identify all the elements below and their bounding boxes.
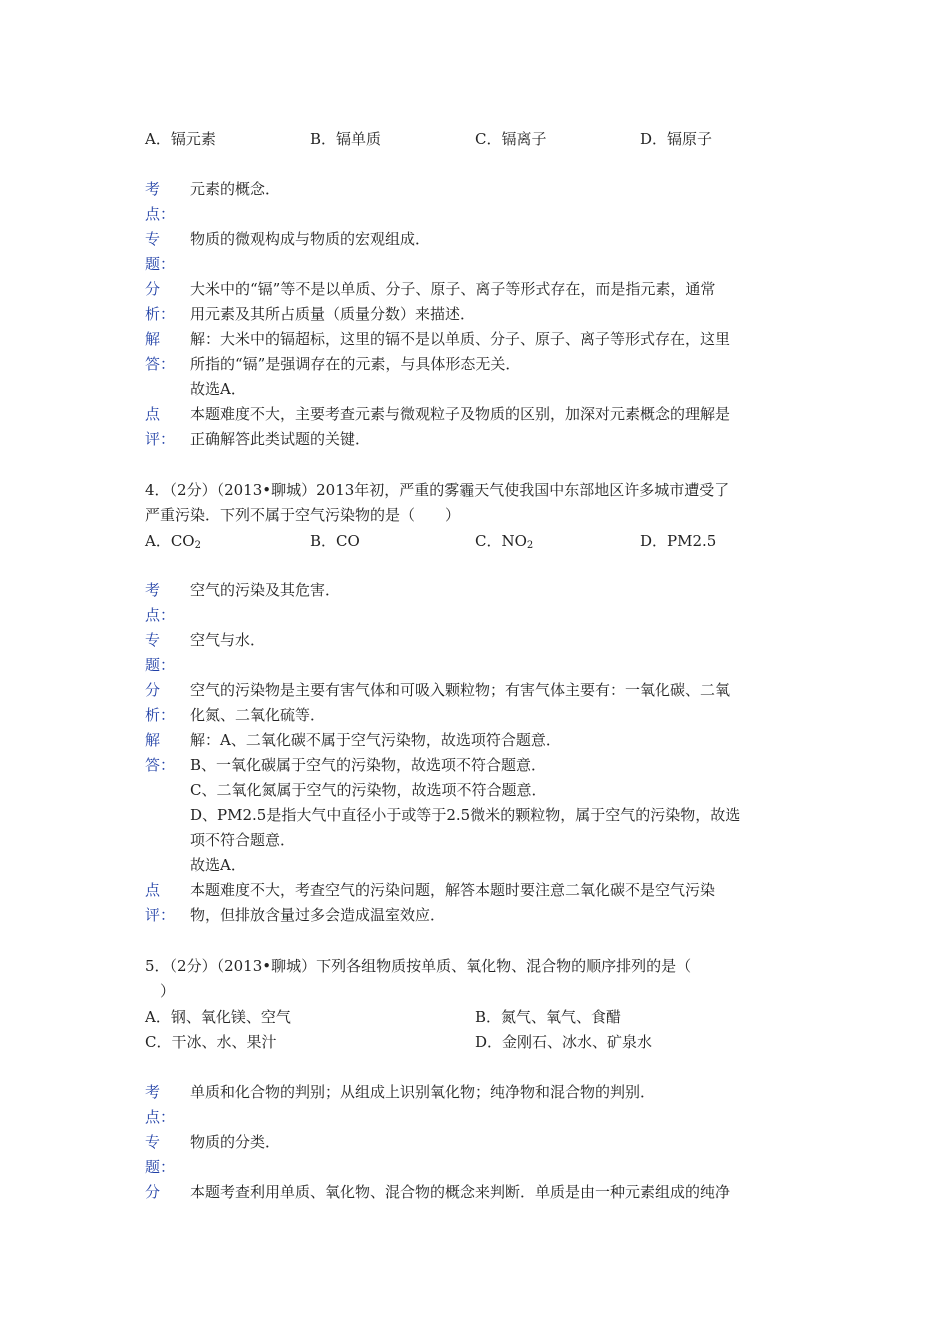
section-label: 点 评： [145,881,176,924]
section-body: 本题考查利用单质、氧化物、混合物的概念来判断．单质是由一种元素组成的纯净 [190,1183,731,1201]
q3-option-b: B．镉单质 [310,130,382,148]
q5-option-b: B．氮气、氧气、食醋 [475,1008,622,1026]
q5-option-a: A．钢、氧化镁、空气 [145,1008,291,1026]
q5-option-c: C．干冰、水、果汁 [145,1033,277,1051]
section-body: 元素的概念． [190,180,281,198]
q3-option-d: D．镉原子 [640,130,713,148]
section-body: 解：大米中的镉超标，这里的镉不是以单质、分子、原子、离子等形式存在，这里 所指的“镉”是强调存在的元素，与具体形态无关． 故选A． [190,330,731,398]
section-label: 考 点： [145,1083,176,1126]
section-label: 解 答： [145,731,176,774]
section-label: 专 题： [145,230,176,273]
q4-option-b: B．CO [310,532,360,550]
section-label: 分 析： [145,280,176,323]
section-body: 单质和化合物的判别；从组成上识别氧化物；纯净物和混合物的判别． [190,1083,656,1101]
section-body: 本题难度不大，考查空气的污染问题，解答本题时要注意二氧化碳不是空气污染 物，但排放含量过多会造成温室效应． [190,881,716,924]
section-label: 考 点： [145,581,176,624]
q3-option-a: A．镉元素 [145,130,216,148]
section-label: 考 点： [145,180,176,223]
section-label: 分 析： [145,681,176,724]
section-body: 空气的污染及其危害． [190,581,341,599]
section-label: 点 评： [145,405,176,448]
section-label: 专 题： [145,1133,176,1176]
section-body: 解：A、二氧化碳不属于空气污染物，故选项符合题意． B、一氧化碳属于空气的污染物，故选项不符合题意． C、二氧化氮属于空气的污染物，故选项不符合题意． D、PM2.5是指大气中直径小于或等于2.5微米的颗粒物，属于空气的污染物，故选 项不符合题意． 故选A． [190,731,741,874]
section-body: 物质的分类． [190,1133,281,1151]
section-body: 本题难度不大，主要考查元素与微观粒子及物质的区别，加深对元素概念的理解是 正确解答此类试题的关键． [190,405,731,448]
section-label: 解 答： [145,330,176,373]
section-body: 空气与水． [190,631,266,649]
section-label: 分 [145,1183,161,1201]
q4-option-a: A．$CO_2$ [145,532,201,551]
q4-stem: 4．（2分）（2013•聊城）2013年初，严重的雾霾天气使我国中东部地区许多城市遭受了 严重污染．下列不属于空气污染物的是（ ） [145,481,730,524]
q3-option-c: C．镉离子 [475,130,547,148]
q4-option-c: C．$NO_2$ [475,532,534,551]
q5-stem: 5．（2分）（2013•聊城）下列各组物质按单质、氧化物、混合物的顺序排列的是（ ） [145,957,692,1000]
section-body: 大米中的“镉”等不是以单质、分子、原子、离子等形式存在，而是指元素，通常 用元素及其所占质量（质量分数）来描述． [190,280,716,323]
q5-option-d: D．金刚石、冰水、矿泉水 [475,1033,653,1051]
section-body: 空气的污染物是主要有害气体和可吸入颗粒物；有害气体主要有：一氧化碳、二氧 化氮、二氧化硫等． [190,681,731,724]
section-body: 物质的微观构成与物质的宏观组成． [190,230,431,248]
q4-option-d: D．PM2.5 [640,532,717,550]
section-label: 专 题： [145,631,176,674]
